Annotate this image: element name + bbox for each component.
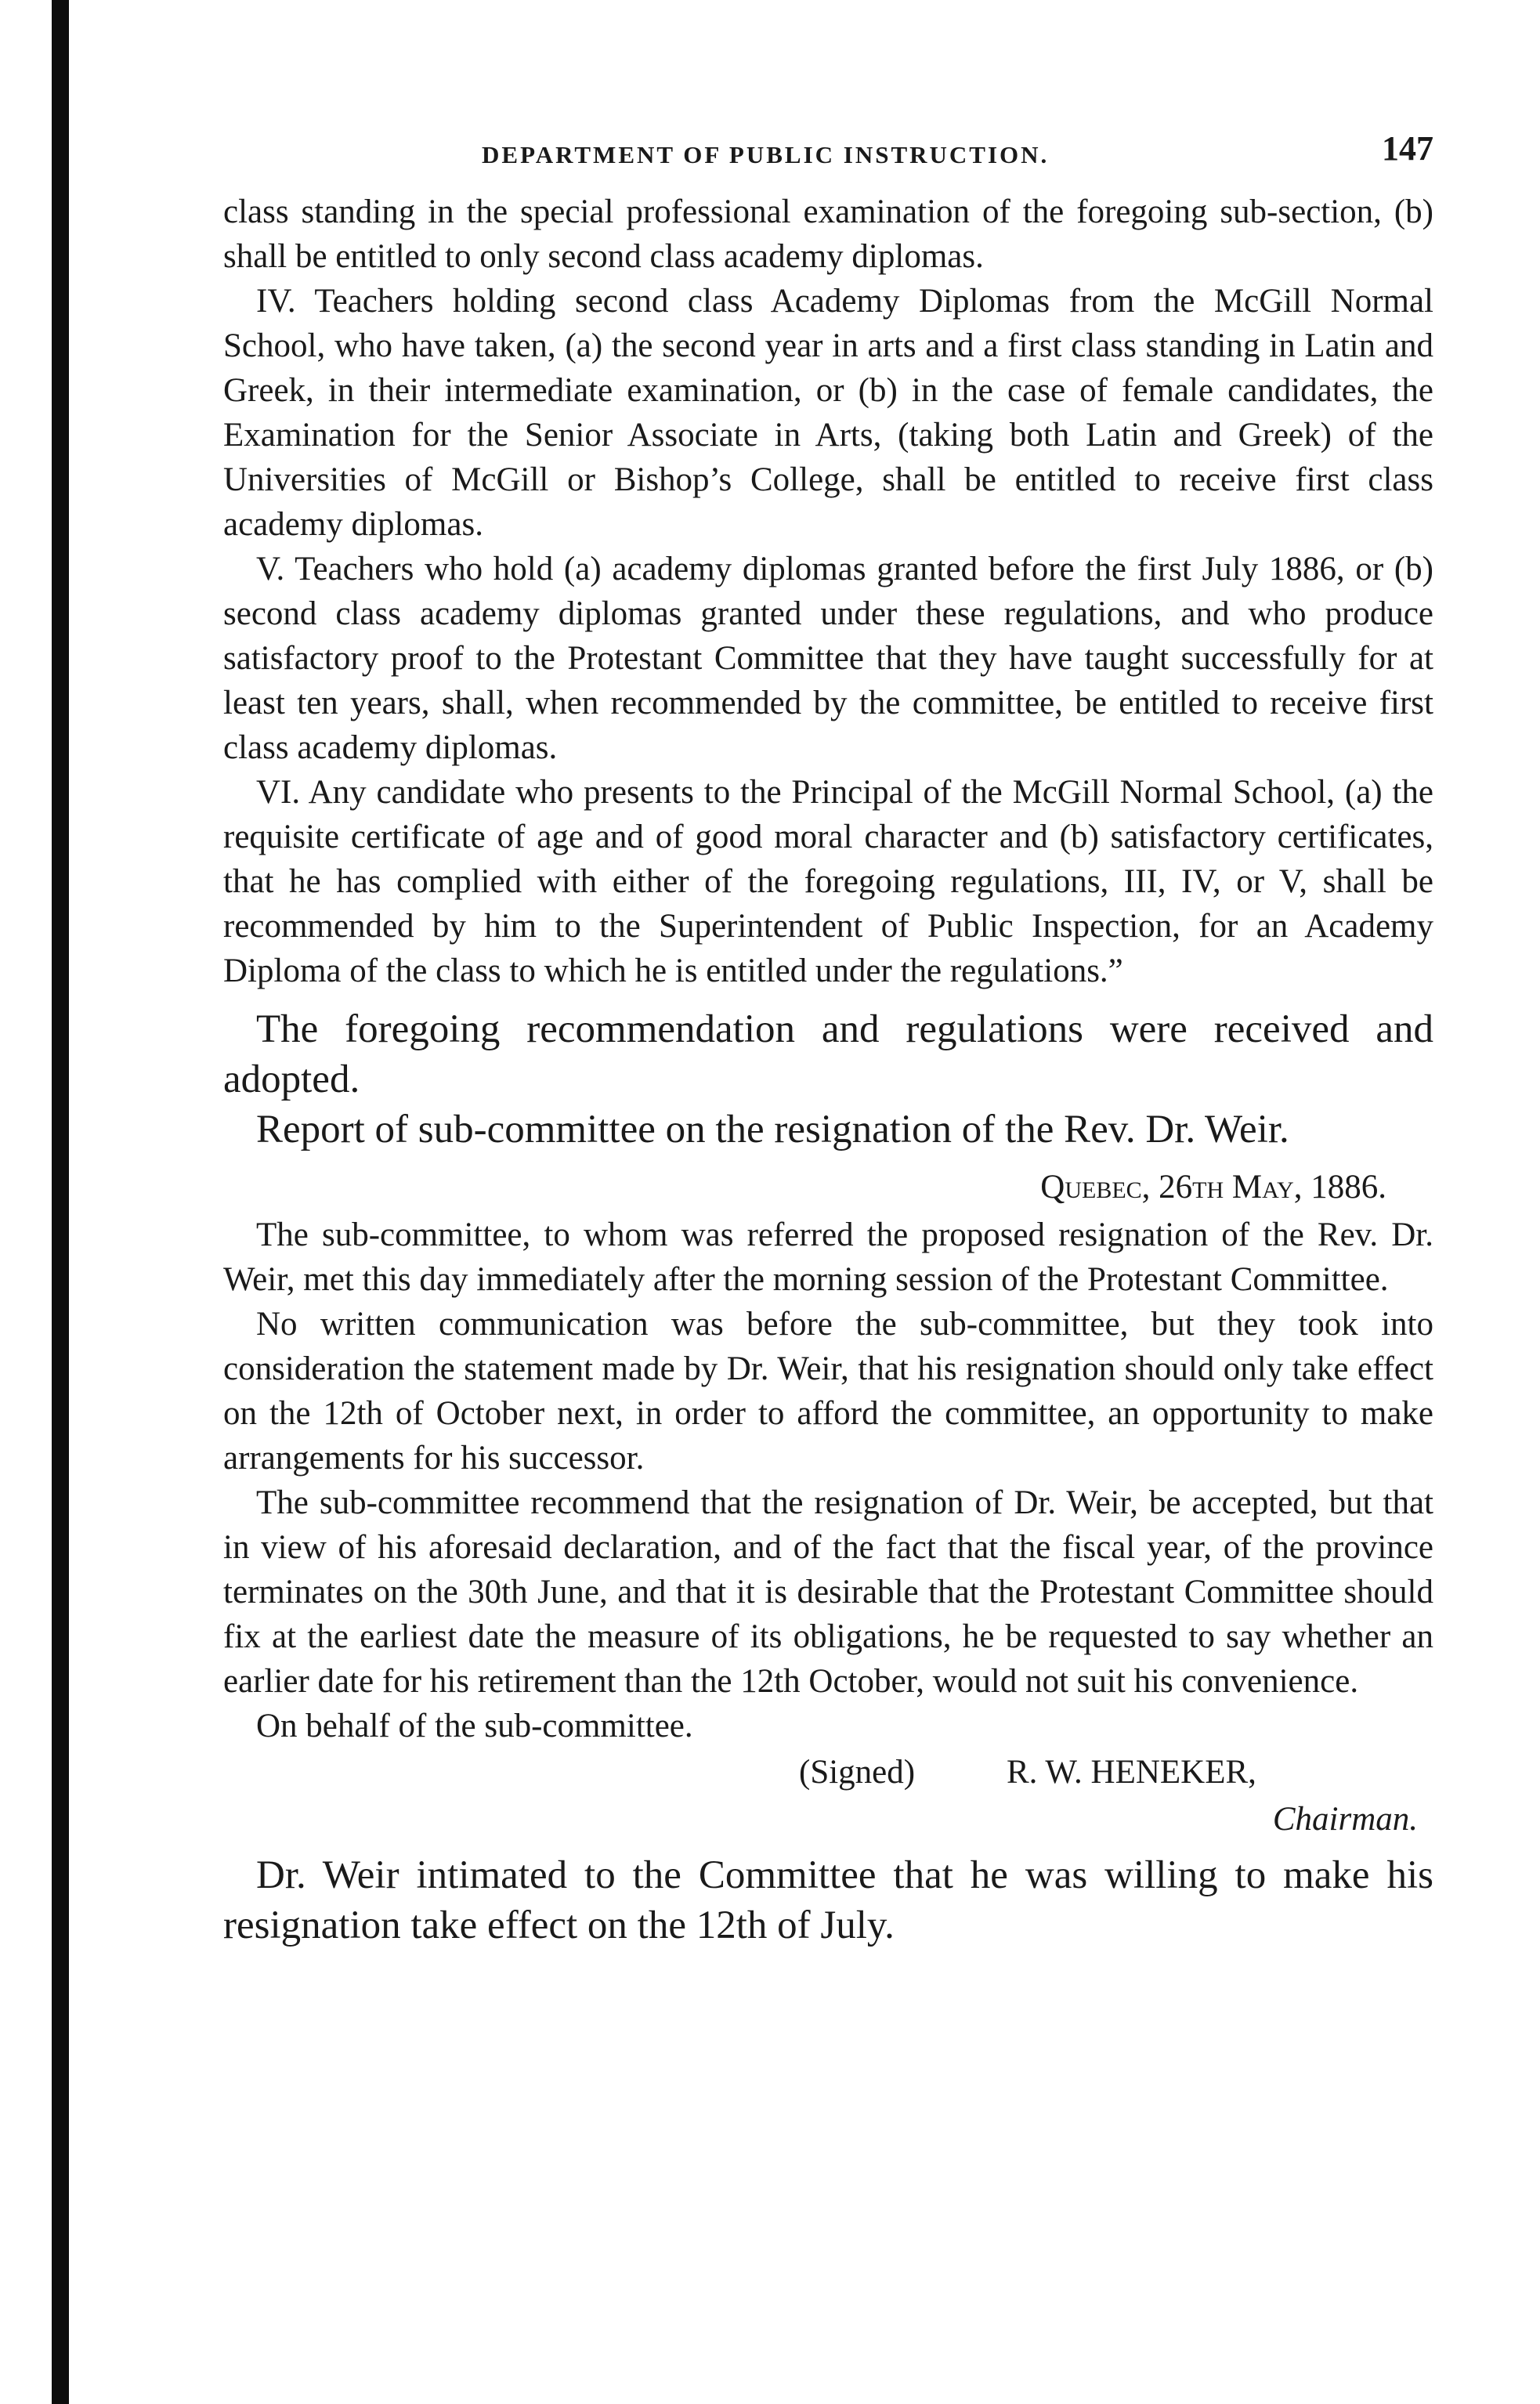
adoption-statement: The foregoing recommendation and regulations were received and adopted.	[223, 1007, 1433, 1101]
report-body	[223, 1213, 1433, 1748]
minutes-section	[223, 1004, 1433, 1155]
on-behalf-line: On behalf of the sub-committee.	[256, 1708, 693, 1744]
regulation-iv: IV. Teachers holding second class Academy Diplomas from the McGill Normal School, who have taken, (a) the second year in arts and a first class standing in Latin and Greek, in their intermediate examination, or (b) in the case of female candidates, the Examination for the Senior Associate in Arts, (taking both Latin and Greek) of the Universities of McGill or Bishop’s College, shall be entitled to receive first class academy diplomas.	[223, 283, 1433, 543]
regulation-v: V. Teachers who hold (a) academy diplomas granted before the first July 1886, or (b) second class academy diplomas granted under these regulations, and who produce satisfactory proof to the Protestant Committee that they have taught successfully for at least ten years, shall, when recommended by the committee, be entitled to receive first class academy diplomas.	[223, 551, 1433, 766]
report-paragraph-2: No written communication was before the sub-committee, but they took into consideration the statement made by Dr. Weir, that his resignation should only take effect on the 12th of October next, in order to afford the committee, an opportunity to make arrangements for his successor.	[223, 1306, 1433, 1477]
running-head	[223, 117, 1433, 180]
signer-name: R. W. HENEKER,	[1007, 1754, 1256, 1791]
scan-edge-shadow	[52, 0, 69, 2404]
closing-statement: Dr. Weir intimated to the Committee that he was willing to make his resignation take effect on the 12th of July.	[223, 1853, 1433, 1947]
regulations-section	[223, 190, 1433, 993]
regulation-continuation: class standing in the special professional examination of the foregoing sub-section, (b) shall be entitled to only second class academy diplomas.	[223, 193, 1433, 275]
report-paragraph-1: The sub-committee, to whom was referred the proposed resignation of the Rev. Dr. Weir, met this day immediately after the morning session of the Protestant Committee.	[223, 1216, 1433, 1298]
regulation-vi: VI. Any candidate who presents to the Principal of the McGill Normal School, (a) the requisite certificate of age and of good moral character and (b) satisfactory certificates, that he has complied with either of the foregoing regulations, III, IV, or V, shall be recommended by him to the Superintendent of Public Inspection, for an Academy Diploma of the class to which he is entitled under the regulations.”	[223, 774, 1433, 989]
signature-row	[223, 1748, 1433, 1797]
dateline: Quebec, 26th May, 1886.	[1040, 1169, 1386, 1206]
report-heading: Report of sub-committee on the resignation of the Rev. Dr. Weir.	[256, 1108, 1289, 1151]
signed-label: (Signed)	[799, 1754, 916, 1791]
page-number: 147	[1382, 129, 1433, 168]
signer-title: Chairman.	[1272, 1801, 1418, 1838]
running-title: DEPARTMENT OF PUBLIC INSTRUCTION.	[482, 141, 1050, 168]
page	[223, 117, 1433, 1950]
closing-section	[223, 1850, 1433, 1950]
report-paragraph-3: The sub-committee recommend that the resignation of Dr. Weir, be accepted, but that in view of his aforesaid declaration, and of the fact that the fiscal year, of the province terminates on the 30th June, and that it is desirable that the Protestant Committee should fix at the earliest date the measure of its obligations, he be requested to say whether an earlier date for his retirement than the 12th October, would not suit his convenience.	[223, 1484, 1433, 1700]
